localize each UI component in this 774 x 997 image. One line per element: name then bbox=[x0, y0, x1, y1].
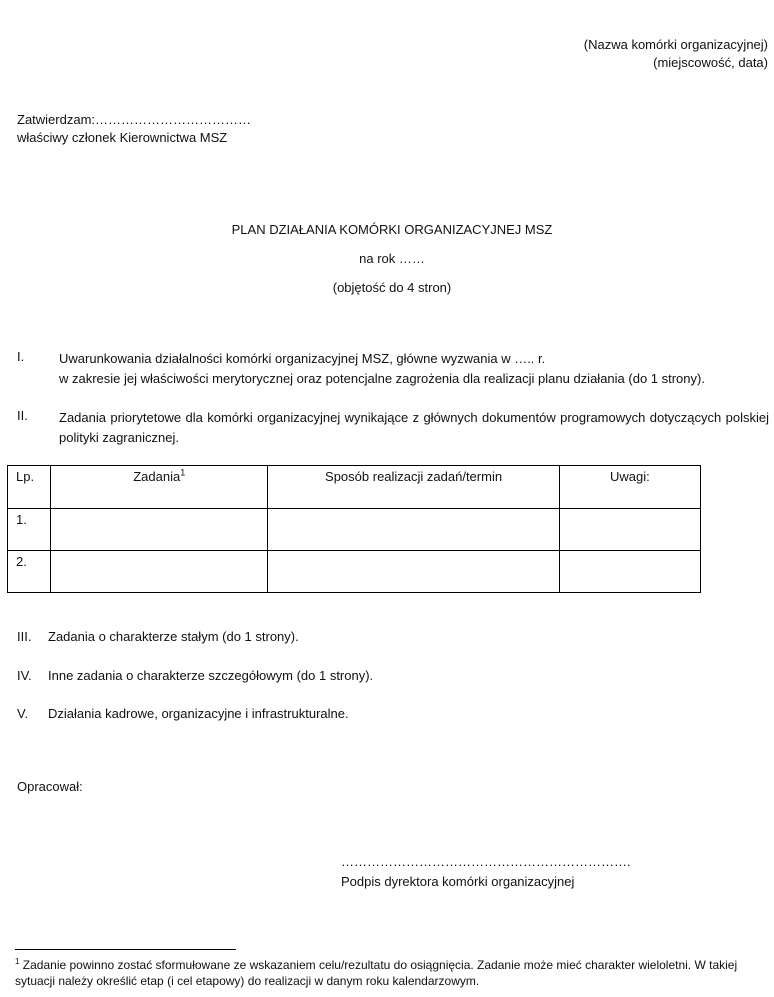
place-date-placeholder: (miejscowość, data) bbox=[653, 55, 768, 70]
section-number: I. bbox=[17, 349, 25, 364]
footnote bbox=[15, 957, 769, 989]
section-number: V. bbox=[17, 706, 29, 721]
footnote-reference: 1 bbox=[180, 467, 186, 478]
document-volume: (objętość do 4 stron) bbox=[332, 280, 452, 295]
section-1-line-1: Uwarunkowania działalności komórki organizacyjnej MSZ, główne wyzwania w ….. r. bbox=[59, 351, 546, 366]
section-number: II. bbox=[17, 408, 28, 423]
signature-label: Podpis dyrektora komórki organizacyjnej bbox=[341, 874, 575, 889]
section-1-line-2: w zakresie jej właściwości merytorycznej oraz potencjalne zagrożenia dla realizacji planu działania (do 1 strony). bbox=[59, 371, 705, 386]
row-number: 1. bbox=[8, 509, 51, 551]
document-title: PLAN DZIAŁANIA KOMÓRKI ORGANIZACYJNEJ MSZ bbox=[231, 222, 553, 237]
column-header-method: Sposób realizacji zadań/termin bbox=[268, 466, 559, 509]
approval-line: Zatwierdzam:……………………………… bbox=[17, 112, 252, 127]
footnote-text: Zadanie powinno zostać sformułowane ze wskazaniem celu/rezultatu do osiągnięcia. Zadanie może mieć charakter wieloletni. W takiej sytuacji należy określić etap (i cel etapowy) do realizacji w danym roku kalendarzowym. bbox=[15, 958, 738, 988]
row-number: 2. bbox=[8, 551, 51, 593]
row-notes-cell[interactable] bbox=[559, 509, 700, 551]
section-text: Zadania priorytetowe dla komórki organizacyjnej wynikające z głównych dokumentów programowych dotyczących polskiej polityki zagranicznej. bbox=[59, 410, 769, 445]
header-block bbox=[584, 36, 768, 72]
footnote-marker: 1 bbox=[15, 957, 20, 966]
document-year: na rok …… bbox=[359, 251, 425, 266]
approval-role: właściwy członek Kierownictwa MSZ bbox=[17, 130, 228, 145]
tasks-table bbox=[7, 465, 701, 593]
row-method-cell[interactable] bbox=[268, 551, 559, 593]
column-header-tasks bbox=[51, 466, 268, 509]
column-header-tasks-label: Zadania bbox=[133, 469, 181, 484]
row-method-cell[interactable] bbox=[268, 509, 559, 551]
footnote-separator bbox=[15, 949, 236, 950]
unit-name-placeholder: (Nazwa komórki organizacyjnej) bbox=[583, 37, 768, 52]
section-1 bbox=[17, 349, 769, 391]
section-text: Zadania o charakterze stałym (do 1 strony). bbox=[48, 629, 299, 644]
row-tasks-cell[interactable] bbox=[51, 551, 268, 593]
table-row bbox=[8, 551, 701, 593]
section-number: IV. bbox=[17, 668, 32, 683]
signature-line: …………………………………………………………. bbox=[341, 854, 631, 869]
row-notes-cell[interactable] bbox=[559, 551, 700, 593]
document-title-block bbox=[0, 221, 774, 308]
signature-block bbox=[341, 852, 631, 892]
section-2 bbox=[17, 408, 769, 450]
prepared-by-label: Opracował: bbox=[17, 779, 83, 794]
section-text: Działania kadrowe, organizacyjne i infrastrukturalne. bbox=[48, 706, 349, 721]
row-tasks-cell[interactable] bbox=[51, 509, 268, 551]
table-row bbox=[8, 509, 701, 551]
section-text bbox=[59, 349, 769, 389]
table-header-row bbox=[8, 466, 701, 509]
column-header-lp: Lp. bbox=[8, 466, 51, 509]
section-number: III. bbox=[17, 629, 32, 644]
approval-block bbox=[17, 111, 251, 147]
section-text: Inne zadania o charakterze szczegółowym (do 1 strony). bbox=[48, 668, 374, 683]
column-header-notes: Uwagi: bbox=[559, 466, 700, 509]
